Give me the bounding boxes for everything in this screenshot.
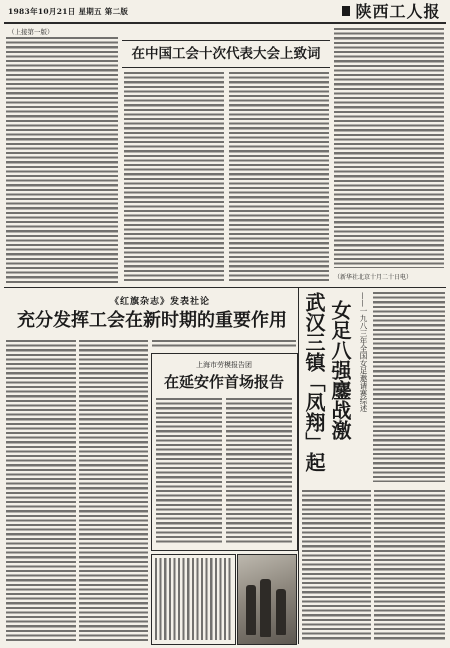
top-article-dateline: （新华社北京十月二十日电） bbox=[334, 274, 413, 281]
news-photo bbox=[237, 554, 297, 645]
editorial-column-3 bbox=[152, 340, 296, 349]
top-article-column-2 bbox=[124, 72, 224, 283]
report-box-column-1 bbox=[156, 398, 222, 544]
vertical-brief-text bbox=[155, 558, 231, 640]
top-article-column-3 bbox=[229, 72, 329, 283]
sports-headline-line2: 女足八强鏖战激 bbox=[328, 300, 352, 440]
date-line: 1983年10月21日 星期五 第二版 bbox=[8, 7, 129, 16]
sports-subheadline: ——一九八三年全国女足邀请赛综述 bbox=[359, 292, 368, 412]
photo-figure bbox=[260, 579, 271, 637]
report-box-column-2 bbox=[226, 398, 292, 544]
continued-from-label: （上接第一版） bbox=[8, 28, 54, 36]
sports-column-3 bbox=[374, 490, 445, 642]
top-article-column-4 bbox=[334, 28, 444, 268]
sports-headline-line1: 武汉三镇「凤翔」起 bbox=[302, 292, 326, 472]
column-divider bbox=[298, 288, 299, 644]
editorial-kicker: 《红旗杂志》发表社论 bbox=[109, 297, 210, 307]
masthead-logo: 陕西工人报 bbox=[355, 2, 441, 21]
top-article-headline: 在中国工会十次代表大会上致词 bbox=[122, 40, 330, 68]
photo-figure bbox=[276, 589, 286, 635]
top-article-column-1 bbox=[6, 37, 118, 283]
editorial-column-1 bbox=[6, 340, 76, 642]
editorial-column-2 bbox=[79, 340, 148, 642]
section-rule bbox=[4, 287, 446, 288]
sports-column-2 bbox=[302, 490, 371, 642]
editorial-headline: 充分发挥工会在新时期的重要作用 bbox=[17, 310, 287, 331]
header-rule bbox=[4, 22, 446, 24]
sports-column-1 bbox=[373, 292, 445, 482]
report-box-headline: 在延安作首场报告 bbox=[163, 373, 284, 391]
photo-figure bbox=[246, 585, 256, 635]
report-box-kicker: 上海市劳模报告团 bbox=[196, 361, 252, 369]
masthead-mark bbox=[342, 6, 350, 16]
